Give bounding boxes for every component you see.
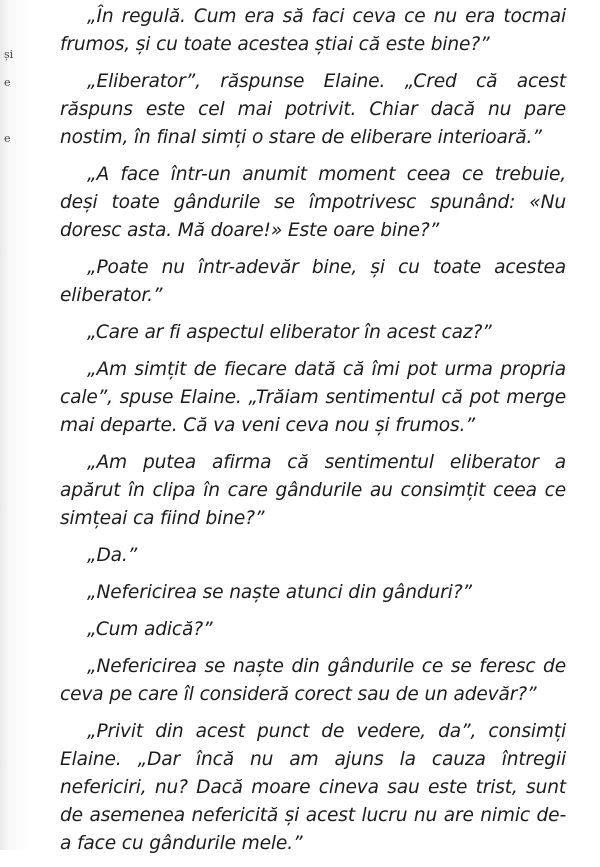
paragraph: „Cum adică?” xyxy=(87,619,213,640)
paragraph: „Privit din acest punct de vedere, da”, consimți Elaine. „Dar încă nu am ajuns la cauza întregii nefericiri, nu? Dacă moare cineva sau este trist, sunt de asemenea nefericită și acest lucru nu are nimic de-a face cu gândurile mele.” xyxy=(60,721,566,854)
paragraph: „Nefericirea se naște atunci din gânduri?” xyxy=(87,582,472,603)
paragraph: „Poate nu într-adevăr bine, și cu toate acestea eliberator.” xyxy=(60,257,566,306)
paragraph: „Care ar fi aspectul eliberator în acest caz?” xyxy=(87,322,492,343)
facing-page-glyph: și xyxy=(4,48,14,61)
facing-page-glyph: e xyxy=(4,132,11,145)
body-text xyxy=(60,3,566,867)
paragraph: „Am putea afirma că sentimentul eliberator a apărut în clipa în care gândurile au consimțit ceea ce simțeai ca fiind bine?” xyxy=(60,452,566,529)
facing-page-edge xyxy=(0,0,14,850)
facing-page-glyph: e xyxy=(4,76,11,89)
paragraph: „Nefericirea se naște din gândurile ce se feresc de ceva pe care îl consideră corect sau de un adevăr?” xyxy=(60,656,566,705)
paragraph: „Da.” xyxy=(87,545,138,566)
paragraph: „În regulă. Cum era să faci ceva ce nu era tocmai frumos, și cu toate acestea știai că este bine?” xyxy=(60,6,566,55)
paragraph: „Am simțit de fiecare dată că îmi pot urma propria cale”, spuse Elaine. „Trăiam sentimentul că pot merge mai departe. Că va veni ceva nou și frumos.” xyxy=(60,359,566,436)
paragraph: „A face într-un anumit moment ceea ce trebuie, deși toate gândurile se împotrivesc spunând: «Nu doresc asta. Mă doare!» Este oare bine?” xyxy=(60,164,566,241)
paragraph: „Eliberator”, răspunse Elaine. „Cred că acest răspuns este cel mai potrivit. Chiar dacă nu pare nostim, în final simți o stare de eliberare interioară.” xyxy=(60,71,566,148)
